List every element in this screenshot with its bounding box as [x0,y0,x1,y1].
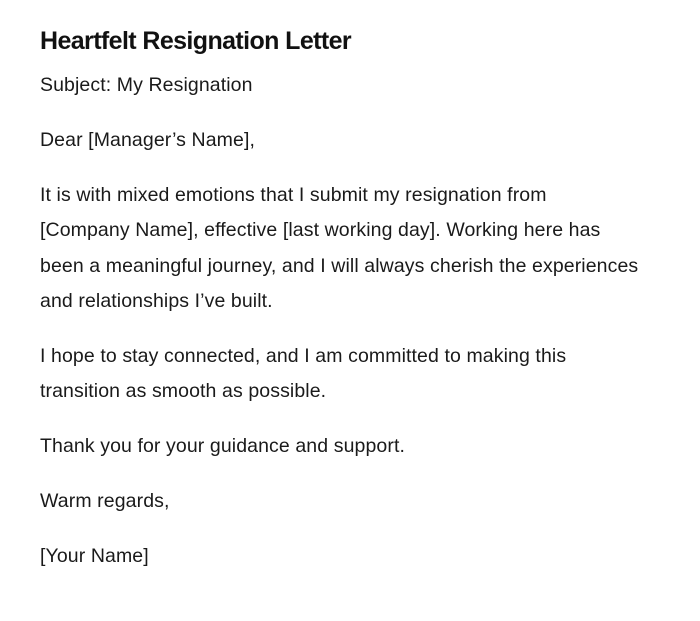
letter-body-paragraph-3: Thank you for your guidance and support. [40,435,405,458]
letter-body-paragraph-1: It is with mixed emotions that I submit my resignation from [Company Name], effective [last working day]. Working here has been a meaningful journey, and I will always cherish the experiences and relationships I’ve built. [40,183,639,312]
letter-closing: Warm regards, [40,490,170,513]
letter-document [40,24,640,574]
letter-body-paragraph-2: I hope to stay connected, and I am committed to making this transition as smooth as possible. [40,344,567,403]
letter-salutation: Dear [Manager’s Name], [40,128,255,151]
letter-subject: Subject: My Resignation [40,74,253,96]
letter-title: Heartfelt Resignation Letter [40,27,352,55]
letter-signature: [Your Name] [40,545,149,568]
